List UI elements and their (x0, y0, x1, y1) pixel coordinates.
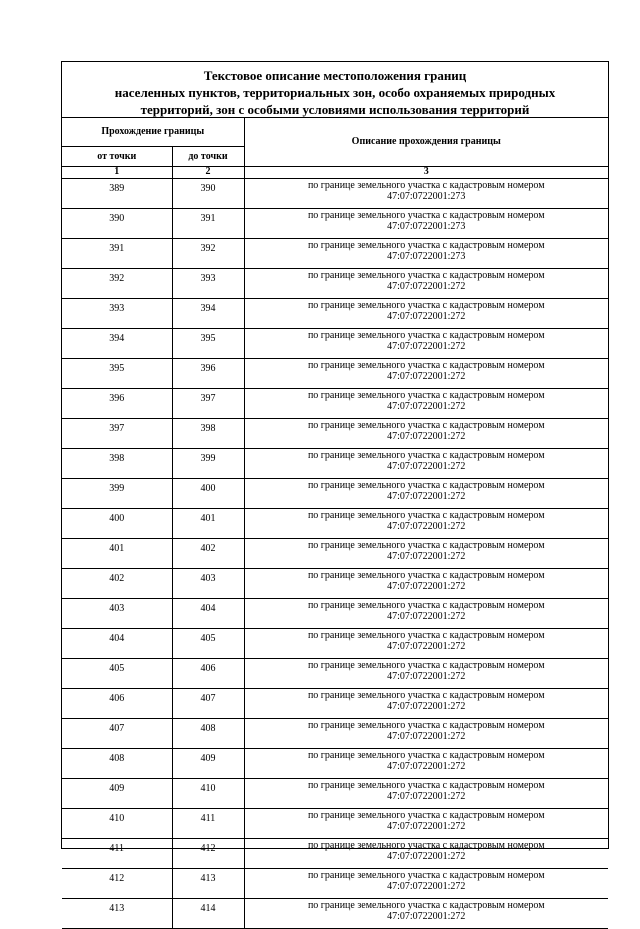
description-line-1: по границе земельного участка с кадастровым номером (307, 809, 545, 821)
cell-description (244, 838, 608, 868)
cell-from: 410 (62, 808, 172, 838)
table-body (62, 178, 608, 928)
cell-to: 412 (172, 838, 244, 868)
cell-description (244, 418, 608, 448)
cell-description (244, 598, 608, 628)
description-line-1: по границе земельного участка с кадастровым номером (307, 869, 545, 881)
description-line-1: по границе земельного участка с кадастровым номером (307, 479, 545, 491)
cell-from: 401 (62, 538, 172, 568)
cell-to: 414 (172, 898, 244, 928)
cell-description (244, 358, 608, 388)
description-line-2: 47:07:0722001:272 (387, 400, 466, 412)
cell-from: 408 (62, 748, 172, 778)
table-row (62, 388, 608, 418)
title-line-2: населенных пунктов, территориальных зон, особо охраняемых природных (114, 85, 556, 100)
description-line-2: 47:07:0722001:272 (387, 280, 466, 292)
description-line-2: 47:07:0722001:272 (387, 610, 466, 622)
cell-to: 396 (172, 358, 244, 388)
table-row (62, 538, 608, 568)
cell-from: 389 (62, 178, 172, 208)
title-line-1: Текстовое описание местоположения границ (203, 68, 467, 83)
cell-description (244, 448, 608, 478)
description-line-2: 47:07:0722001:272 (387, 310, 466, 322)
table-row (62, 208, 608, 238)
table-row (62, 568, 608, 598)
description-line-1: по границе земельного участка с кадастровым номером (307, 269, 545, 281)
table-row (62, 658, 608, 688)
description-line-2: 47:07:0722001:272 (387, 370, 466, 382)
cell-description (244, 238, 608, 268)
description-line-1: по границе земельного участка с кадастровым номером (307, 359, 545, 371)
description-line-2: 47:07:0722001:272 (387, 790, 466, 802)
description-line-1: по границе земельного участка с кадастровым номером (307, 419, 545, 431)
description-line-2: 47:07:0722001:272 (387, 820, 466, 832)
description-line-1: по границе земельного участка с кадастровым номером (307, 539, 545, 551)
description-line-1: по границе земельного участка с кадастровым номером (307, 719, 545, 731)
cell-description (244, 688, 608, 718)
cell-to: 390 (172, 178, 244, 208)
cell-to: 408 (172, 718, 244, 748)
description-line-1: по границе земельного участка с кадастровым номером (307, 389, 545, 401)
description-line-2: 47:07:0722001:272 (387, 640, 466, 652)
cell-from: 409 (62, 778, 172, 808)
cell-from: 394 (62, 328, 172, 358)
cell-description (244, 898, 608, 928)
description-line-2: 47:07:0722001:272 (387, 460, 466, 472)
cell-description (244, 538, 608, 568)
description-line-1: по границе земельного участка с кадастровым номером (307, 179, 545, 191)
description-line-2: 47:07:0722001:272 (387, 730, 466, 742)
cell-description (244, 808, 608, 838)
description-line-1: по границе земельного участка с кадастровым номером (307, 689, 545, 701)
cell-to: 413 (172, 868, 244, 898)
cell-description (244, 628, 608, 658)
cell-from: 392 (62, 268, 172, 298)
cell-to: 399 (172, 448, 244, 478)
cell-to: 402 (172, 538, 244, 568)
cell-to: 404 (172, 598, 244, 628)
cell-to: 407 (172, 688, 244, 718)
header-to: до точки (172, 146, 244, 166)
description-line-1: по границе земельного участка с кадастровым номером (307, 209, 545, 221)
table-row (62, 688, 608, 718)
description-line-2: 47:07:0722001:272 (387, 910, 466, 922)
cell-description (244, 478, 608, 508)
cell-to: 392 (172, 238, 244, 268)
cell-from: 406 (62, 688, 172, 718)
description-line-1: по границе земельного участка с кадастровым номером (307, 449, 545, 461)
table-row (62, 418, 608, 448)
cell-description (244, 178, 608, 208)
description-line-2: 47:07:0722001:272 (387, 520, 466, 532)
table-row (62, 598, 608, 628)
description-line-1: по границе земельного участка с кадастровым номером (307, 839, 545, 851)
cell-to: 391 (172, 208, 244, 238)
table-row (62, 268, 608, 298)
cell-to: 406 (172, 658, 244, 688)
description-line-2: 47:07:0722001:272 (387, 880, 466, 892)
description-line-2: 47:07:0722001:272 (387, 550, 466, 562)
cell-description (244, 778, 608, 808)
cell-from: 412 (62, 868, 172, 898)
table-row (62, 838, 608, 868)
cell-to: 398 (172, 418, 244, 448)
header-from: от точки (62, 146, 172, 166)
cell-from: 407 (62, 718, 172, 748)
cell-from: 396 (62, 388, 172, 418)
cell-to: 401 (172, 508, 244, 538)
cell-from: 411 (62, 838, 172, 868)
description-line-2: 47:07:0722001:273 (387, 220, 466, 232)
cell-from: 393 (62, 298, 172, 328)
document-frame (61, 61, 609, 922)
cell-from: 405 (62, 658, 172, 688)
description-line-2: 47:07:0722001:273 (387, 250, 466, 262)
description-line-1: по границе земельного участка с кадастровым номером (307, 659, 545, 671)
description-line-1: по границе земельного участка с кадастровым номером (307, 569, 545, 581)
description-line-1: по границе земельного участка с кадастровым номером (307, 299, 545, 311)
table-row (62, 778, 608, 808)
cell-description (244, 268, 608, 298)
cell-to: 405 (172, 628, 244, 658)
table-row (62, 808, 608, 838)
cell-description (244, 508, 608, 538)
description-line-2: 47:07:0722001:273 (387, 190, 466, 202)
table-row (62, 508, 608, 538)
cell-from: 413 (62, 898, 172, 928)
description-line-2: 47:07:0722001:272 (387, 670, 466, 682)
description-line-2: 47:07:0722001:272 (387, 760, 466, 772)
header-num-2: 2 (172, 166, 244, 178)
header-passage: Прохождение границы (62, 118, 244, 146)
cell-from: 402 (62, 568, 172, 598)
cell-from: 400 (62, 508, 172, 538)
cell-description (244, 328, 608, 358)
cell-to: 393 (172, 268, 244, 298)
table-row (62, 478, 608, 508)
table-row (62, 718, 608, 748)
cell-from: 399 (62, 478, 172, 508)
cell-from: 391 (62, 238, 172, 268)
description-line-2: 47:07:0722001:272 (387, 490, 466, 502)
table-row (62, 898, 608, 928)
cell-from: 395 (62, 358, 172, 388)
table-row (62, 178, 608, 208)
cell-to: 410 (172, 778, 244, 808)
description-line-2: 47:07:0722001:272 (387, 850, 466, 862)
cell-from: 397 (62, 418, 172, 448)
description-line-1: по границе земельного участка с кадастровым номером (307, 599, 545, 611)
header-num-1: 1 (62, 166, 172, 178)
description-line-1: по границе земельного участка с кадастровым номером (307, 779, 545, 791)
table-row (62, 868, 608, 898)
cell-description (244, 658, 608, 688)
table-row (62, 298, 608, 328)
cell-to: 394 (172, 298, 244, 328)
table-row (62, 448, 608, 478)
boundary-table (62, 118, 608, 929)
description-line-1: по границе земельного участка с кадастровым номером (307, 899, 545, 911)
table-row (62, 238, 608, 268)
cell-description (244, 868, 608, 898)
table-row (62, 358, 608, 388)
cell-from: 390 (62, 208, 172, 238)
header-num-3: 3 (244, 166, 608, 178)
description-line-1: по границе земельного участка с кадастровым номером (307, 749, 545, 761)
cell-description (244, 388, 608, 418)
title-line-3: территорий, зон с особыми условиями использования территорий (140, 102, 530, 117)
table-row (62, 748, 608, 778)
table-row (62, 328, 608, 358)
cell-description (244, 718, 608, 748)
cell-description (244, 748, 608, 778)
cell-to: 397 (172, 388, 244, 418)
cell-description (244, 208, 608, 238)
description-line-2: 47:07:0722001:272 (387, 340, 466, 352)
description-line-1: по границе земельного участка с кадастровым номером (307, 629, 545, 641)
description-line-2: 47:07:0722001:272 (387, 580, 466, 592)
cell-description (244, 568, 608, 598)
table-row (62, 628, 608, 658)
cell-to: 409 (172, 748, 244, 778)
cell-from: 398 (62, 448, 172, 478)
description-line-1: по границе земельного участка с кадастровым номером (307, 329, 545, 341)
description-line-1: по границе земельного участка с кадастровым номером (307, 509, 545, 521)
cell-to: 411 (172, 808, 244, 838)
cell-to: 400 (172, 478, 244, 508)
cell-from: 404 (62, 628, 172, 658)
cell-to: 403 (172, 568, 244, 598)
description-line-2: 47:07:0722001:272 (387, 430, 466, 442)
cell-from: 403 (62, 598, 172, 628)
document-title (62, 62, 608, 118)
header-description: Описание прохождения границы (244, 118, 608, 166)
cell-to: 395 (172, 328, 244, 358)
description-line-2: 47:07:0722001:272 (387, 700, 466, 712)
cell-description (244, 298, 608, 328)
description-line-1: по границе земельного участка с кадастровым номером (307, 239, 545, 251)
